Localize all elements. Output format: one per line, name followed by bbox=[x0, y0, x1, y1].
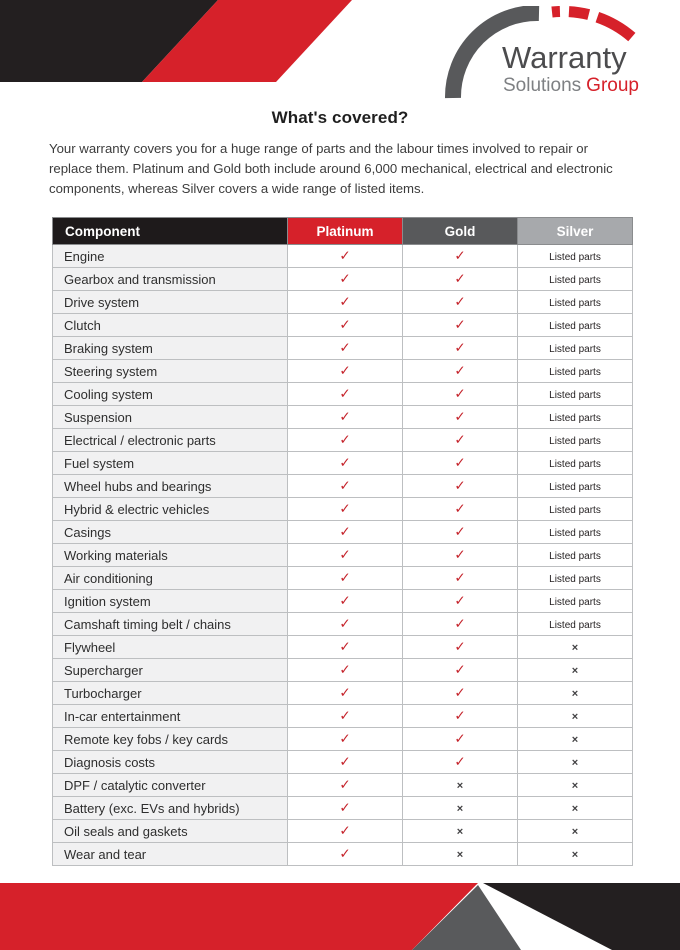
silver-cell bbox=[518, 314, 633, 337]
silver-cell bbox=[518, 521, 633, 544]
check-icon: ✓ bbox=[339, 823, 351, 840]
check-icon: ✓ bbox=[339, 800, 351, 817]
silver-cell bbox=[518, 567, 633, 590]
listed-parts-label: Listed parts bbox=[549, 436, 601, 448]
cross-icon: × bbox=[571, 688, 579, 701]
table-row bbox=[53, 590, 633, 613]
component-name: Cooling system bbox=[53, 383, 288, 406]
component-name: Flywheel bbox=[53, 636, 288, 659]
listed-parts-label: Listed parts bbox=[549, 528, 601, 540]
check-icon: ✓ bbox=[339, 846, 351, 863]
check-icon: ✓ bbox=[454, 708, 466, 725]
silver-cell bbox=[518, 291, 633, 314]
component-name: Working materials bbox=[53, 544, 288, 567]
platinum-cell bbox=[288, 659, 403, 682]
component-name: Ignition system bbox=[53, 590, 288, 613]
silver-cell bbox=[518, 613, 633, 636]
coverage-table-header bbox=[53, 218, 633, 245]
platinum-cell bbox=[288, 843, 403, 866]
listed-parts-label: Listed parts bbox=[549, 505, 601, 517]
component-name: Electrical / electronic parts bbox=[53, 429, 288, 452]
check-icon: ✓ bbox=[339, 708, 351, 725]
check-icon: ✓ bbox=[454, 731, 466, 748]
listed-parts-label: Listed parts bbox=[549, 459, 601, 471]
platinum-cell bbox=[288, 590, 403, 613]
check-icon: ✓ bbox=[454, 455, 466, 472]
table-row bbox=[53, 774, 633, 797]
platinum-cell bbox=[288, 268, 403, 291]
silver-cell bbox=[518, 682, 633, 705]
platinum-cell bbox=[288, 820, 403, 843]
table-row bbox=[53, 406, 633, 429]
footer-decorative-band bbox=[0, 883, 680, 950]
page-title: What's covered? bbox=[271, 108, 409, 127]
cross-icon: × bbox=[456, 803, 464, 816]
gold-cell bbox=[403, 245, 518, 268]
footer-red-shape bbox=[0, 883, 478, 950]
listed-parts-label: Listed parts bbox=[549, 482, 601, 494]
check-icon: ✓ bbox=[339, 317, 351, 334]
gold-cell bbox=[403, 475, 518, 498]
check-icon: ✓ bbox=[339, 547, 351, 564]
check-icon: ✓ bbox=[454, 524, 466, 541]
listed-parts-label: Listed parts bbox=[549, 344, 601, 356]
gold-cell bbox=[403, 590, 518, 613]
platinum-cell bbox=[288, 498, 403, 521]
cross-icon: × bbox=[571, 803, 579, 816]
platinum-cell bbox=[288, 567, 403, 590]
component-name: Wear and tear bbox=[53, 843, 288, 866]
check-icon: ✓ bbox=[454, 570, 466, 587]
logo-wordmark-warranty: Warranty bbox=[502, 40, 627, 75]
component-name: Clutch bbox=[53, 314, 288, 337]
gold-cell bbox=[403, 682, 518, 705]
silver-cell bbox=[518, 475, 633, 498]
table-row bbox=[53, 268, 633, 291]
component-name: Engine bbox=[53, 245, 288, 268]
component-name: Diagnosis costs bbox=[53, 751, 288, 774]
check-icon: ✓ bbox=[339, 616, 351, 633]
check-icon: ✓ bbox=[339, 363, 351, 380]
platinum-cell bbox=[288, 613, 403, 636]
table-row bbox=[53, 705, 633, 728]
table-row bbox=[53, 521, 633, 544]
component-name: Steering system bbox=[53, 360, 288, 383]
check-icon: ✓ bbox=[454, 317, 466, 334]
silver-cell bbox=[518, 452, 633, 475]
check-icon: ✓ bbox=[454, 409, 466, 426]
platinum-cell bbox=[288, 544, 403, 567]
component-name: Camshaft timing belt / chains bbox=[53, 613, 288, 636]
gold-cell bbox=[403, 544, 518, 567]
table-row bbox=[53, 429, 633, 452]
platinum-cell bbox=[288, 475, 403, 498]
silver-cell bbox=[518, 498, 633, 521]
table-row bbox=[53, 659, 633, 682]
check-icon: ✓ bbox=[454, 754, 466, 771]
gold-cell bbox=[403, 567, 518, 590]
check-icon: ✓ bbox=[339, 432, 351, 449]
coverage-table-body bbox=[53, 245, 633, 866]
table-row bbox=[53, 498, 633, 521]
check-icon: ✓ bbox=[454, 271, 466, 288]
table-row bbox=[53, 245, 633, 268]
silver-cell bbox=[518, 659, 633, 682]
gold-cell bbox=[403, 337, 518, 360]
check-icon: ✓ bbox=[339, 271, 351, 288]
gold-cell bbox=[403, 314, 518, 337]
check-icon: ✓ bbox=[454, 501, 466, 518]
check-icon: ✓ bbox=[339, 593, 351, 610]
component-name: Casings bbox=[53, 521, 288, 544]
component-name: Suspension bbox=[53, 406, 288, 429]
listed-parts-label: Listed parts bbox=[549, 620, 601, 632]
platinum-cell bbox=[288, 751, 403, 774]
check-icon: ✓ bbox=[339, 478, 351, 495]
gold-cell bbox=[403, 797, 518, 820]
platinum-cell bbox=[288, 636, 403, 659]
listed-parts-label: Listed parts bbox=[549, 390, 601, 402]
cross-icon: × bbox=[456, 780, 464, 793]
listed-parts-label: Listed parts bbox=[549, 597, 601, 609]
table-row bbox=[53, 843, 633, 866]
check-icon: ✓ bbox=[454, 386, 466, 403]
check-icon: ✓ bbox=[339, 731, 351, 748]
component-name: Oil seals and gaskets bbox=[53, 820, 288, 843]
platinum-cell bbox=[288, 774, 403, 797]
cross-icon: × bbox=[571, 757, 579, 770]
component-name: DPF / catalytic converter bbox=[53, 774, 288, 797]
component-name: Gearbox and transmission bbox=[53, 268, 288, 291]
check-icon: ✓ bbox=[339, 754, 351, 771]
component-name: Turbocharger bbox=[53, 682, 288, 705]
gold-cell bbox=[403, 636, 518, 659]
listed-parts-label: Listed parts bbox=[549, 367, 601, 379]
platinum-cell bbox=[288, 383, 403, 406]
check-icon: ✓ bbox=[454, 685, 466, 702]
cross-icon: × bbox=[456, 849, 464, 862]
check-icon: ✓ bbox=[454, 294, 466, 311]
check-icon: ✓ bbox=[339, 455, 351, 472]
silver-cell bbox=[518, 774, 633, 797]
gold-cell bbox=[403, 498, 518, 521]
component-name: Battery (exc. EVs and hybrids) bbox=[53, 797, 288, 820]
intro-paragraph: Your warranty covers you for a huge range of parts and the labour times involved to repair or replace them. Platinum and Gold both include around 6,000 mechanical, electrical and electronic components, whereas Silver covers a wide range of listed items. bbox=[49, 141, 613, 197]
gold-cell bbox=[403, 820, 518, 843]
gold-cell bbox=[403, 728, 518, 751]
table-row bbox=[53, 682, 633, 705]
table-row bbox=[53, 820, 633, 843]
cross-icon: × bbox=[571, 849, 579, 862]
silver-cell bbox=[518, 636, 633, 659]
component-name: Braking system bbox=[53, 337, 288, 360]
platinum-cell bbox=[288, 797, 403, 820]
gold-cell bbox=[403, 774, 518, 797]
check-icon: ✓ bbox=[454, 662, 466, 679]
platinum-cell bbox=[288, 728, 403, 751]
silver-cell bbox=[518, 406, 633, 429]
silver-cell bbox=[518, 337, 633, 360]
silver-cell bbox=[518, 429, 633, 452]
listed-parts-label: Listed parts bbox=[549, 252, 601, 264]
platinum-cell bbox=[288, 429, 403, 452]
gold-cell bbox=[403, 843, 518, 866]
table-row bbox=[53, 383, 633, 406]
check-icon: ✓ bbox=[454, 363, 466, 380]
gold-cell bbox=[403, 429, 518, 452]
silver-cell bbox=[518, 843, 633, 866]
platinum-cell bbox=[288, 337, 403, 360]
check-icon: ✓ bbox=[339, 777, 351, 794]
platinum-cell bbox=[288, 521, 403, 544]
platinum-cell bbox=[288, 406, 403, 429]
gold-cell bbox=[403, 751, 518, 774]
gold-cell bbox=[403, 291, 518, 314]
cross-icon: × bbox=[571, 780, 579, 793]
component-name: Fuel system bbox=[53, 452, 288, 475]
check-icon: ✓ bbox=[454, 432, 466, 449]
table-row bbox=[53, 751, 633, 774]
check-icon: ✓ bbox=[339, 524, 351, 541]
platinum-cell bbox=[288, 245, 403, 268]
gold-cell bbox=[403, 383, 518, 406]
table-row bbox=[53, 337, 633, 360]
table-row bbox=[53, 613, 633, 636]
check-icon: ✓ bbox=[454, 340, 466, 357]
cross-icon: × bbox=[571, 711, 579, 724]
check-icon: ✓ bbox=[454, 593, 466, 610]
gold-cell bbox=[403, 659, 518, 682]
gold-cell bbox=[403, 705, 518, 728]
silver-cell bbox=[518, 590, 633, 613]
check-icon: ✓ bbox=[454, 478, 466, 495]
table-row bbox=[53, 567, 633, 590]
component-name: Hybrid & electric vehicles bbox=[53, 498, 288, 521]
platinum-cell bbox=[288, 705, 403, 728]
table-row bbox=[53, 291, 633, 314]
cross-icon: × bbox=[456, 826, 464, 839]
silver-cell bbox=[518, 360, 633, 383]
table-row bbox=[53, 360, 633, 383]
main-content bbox=[0, 82, 680, 866]
check-icon: ✓ bbox=[454, 547, 466, 564]
component-name: Air conditioning bbox=[53, 567, 288, 590]
component-name: Supercharger bbox=[53, 659, 288, 682]
table-row bbox=[53, 544, 633, 567]
platinum-cell bbox=[288, 360, 403, 383]
silver-cell bbox=[518, 245, 633, 268]
silver-cell bbox=[518, 544, 633, 567]
column-header-platinum: Platinum bbox=[288, 218, 403, 245]
check-icon: ✓ bbox=[454, 639, 466, 656]
logo-word-solutions: Solutions bbox=[503, 75, 582, 96]
cross-icon: × bbox=[571, 665, 579, 678]
table-row bbox=[53, 475, 633, 498]
table-row bbox=[53, 728, 633, 751]
listed-parts-label: Listed parts bbox=[549, 275, 601, 287]
check-icon: ✓ bbox=[339, 662, 351, 679]
silver-cell bbox=[518, 797, 633, 820]
platinum-cell bbox=[288, 682, 403, 705]
cross-icon: × bbox=[571, 826, 579, 839]
check-icon: ✓ bbox=[339, 248, 351, 265]
column-header-silver: Silver bbox=[518, 218, 633, 245]
table-row bbox=[53, 636, 633, 659]
check-icon: ✓ bbox=[339, 639, 351, 656]
component-name: Remote key fobs / key cards bbox=[53, 728, 288, 751]
gold-cell bbox=[403, 268, 518, 291]
table-row bbox=[53, 452, 633, 475]
check-icon: ✓ bbox=[339, 340, 351, 357]
listed-parts-label: Listed parts bbox=[549, 298, 601, 310]
gold-cell bbox=[403, 360, 518, 383]
listed-parts-label: Listed parts bbox=[549, 321, 601, 333]
listed-parts-label: Listed parts bbox=[549, 413, 601, 425]
listed-parts-label: Listed parts bbox=[549, 574, 601, 586]
platinum-cell bbox=[288, 291, 403, 314]
cross-icon: × bbox=[571, 734, 579, 747]
cross-icon: × bbox=[571, 642, 579, 655]
platinum-cell bbox=[288, 452, 403, 475]
silver-cell bbox=[518, 705, 633, 728]
check-icon: ✓ bbox=[454, 248, 466, 265]
check-icon: ✓ bbox=[339, 501, 351, 518]
silver-cell bbox=[518, 751, 633, 774]
component-name: Drive system bbox=[53, 291, 288, 314]
logo-word-group: Group bbox=[586, 75, 639, 96]
gold-cell bbox=[403, 406, 518, 429]
column-header-gold: Gold bbox=[403, 218, 518, 245]
coverage-table bbox=[52, 217, 633, 866]
component-name: In-car entertainment bbox=[53, 705, 288, 728]
listed-parts-label: Listed parts bbox=[549, 551, 601, 563]
check-icon: ✓ bbox=[339, 386, 351, 403]
platinum-cell bbox=[288, 314, 403, 337]
silver-cell bbox=[518, 268, 633, 291]
gold-cell bbox=[403, 521, 518, 544]
table-row bbox=[53, 314, 633, 337]
column-header-component: Component bbox=[53, 218, 288, 245]
silver-cell bbox=[518, 820, 633, 843]
check-icon: ✓ bbox=[454, 616, 466, 633]
silver-cell bbox=[518, 383, 633, 406]
silver-cell bbox=[518, 728, 633, 751]
check-icon: ✓ bbox=[339, 570, 351, 587]
gold-cell bbox=[403, 452, 518, 475]
check-icon: ✓ bbox=[339, 294, 351, 311]
check-icon: ✓ bbox=[339, 409, 351, 426]
check-icon: ✓ bbox=[339, 685, 351, 702]
table-row bbox=[53, 797, 633, 820]
component-name: Wheel hubs and bearings bbox=[53, 475, 288, 498]
gold-cell bbox=[403, 613, 518, 636]
